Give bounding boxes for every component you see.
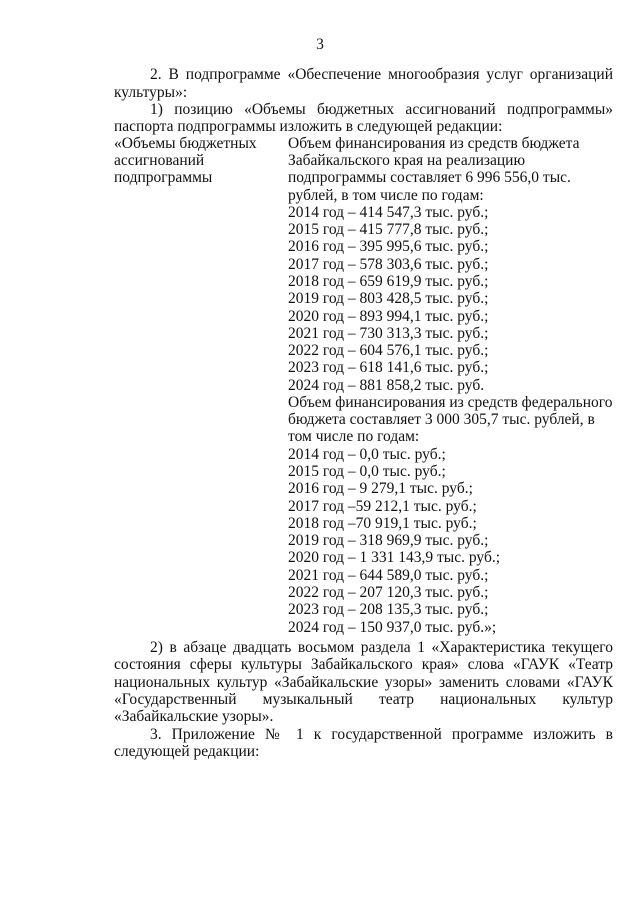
passport-value-line: 2024 год – 150 937,0 тыс. руб.»; (288, 619, 497, 636)
passport-value-line: 2017 год –59 212,1 тыс. руб.; (288, 498, 477, 515)
passport-value-line: 2019 год – 803 428,5 тыс. руб.; (288, 290, 489, 307)
section2-heading-line2: культуры»: (114, 84, 188, 101)
passport-label-line: подпрограммы (114, 169, 213, 186)
section3-line2: следующей редакции: (114, 743, 260, 760)
passport-value-line: 2018 год – 659 619,9 тыс. руб.; (288, 273, 489, 290)
section2-heading-line1: 2. В подпрограмме «Обеспечение многообразия услуг организаций (150, 66, 613, 83)
passport-value-line: 2023 год – 618 141,6 тыс. руб.; (288, 359, 489, 376)
passport-value-line: 2015 год – 0,0 тыс. руб.; (288, 463, 446, 480)
passport-value-line: 2016 год – 9 279,1 тыс. руб.; (288, 480, 473, 497)
passport-value-line: 2021 год – 644 589,0 тыс. руб.; (288, 567, 489, 584)
section3-line1: 3. Приложение № 1 к государственной программе изложить в (150, 726, 613, 743)
passport-value-line: 2016 год – 395 995,6 тыс. руб.; (288, 238, 489, 255)
item2-line1: 2) в абзаце двадцать восьмом раздела 1 «Характеристика текущего (150, 639, 613, 656)
page-number: 3 (316, 36, 324, 53)
passport-value-line: 2014 год – 414 547,3 тыс. руб.; (288, 204, 489, 221)
passport-value-line: бюджета составляет 3 000 305,7 тыс. рублей, в (288, 411, 595, 428)
passport-value-line: Забайкальского края на реализацию (288, 152, 526, 169)
item1-line1: 1) позицию «Объемы бюджетных ассигнований подпрограммы» (150, 101, 613, 118)
item2-line5: «Забайкальские узоры». (114, 708, 274, 725)
passport-value-line: подпрограммы составляет 6 996 556,0 тыс. (288, 169, 571, 186)
passport-value-line: 2022 год – 604 576,1 тыс. руб.; (288, 342, 489, 359)
passport-value-line: 2020 год – 893 994,1 тыс. руб.; (288, 308, 489, 325)
passport-value-line: Объем финансирования из средств бюджета (288, 135, 580, 152)
passport-value-line: 2022 год – 207 120,3 тыс. руб.; (288, 584, 489, 601)
item1-line2: паспорта подпрограммы изложить в следующей редакции: (114, 118, 503, 135)
passport-value-line: 2015 год – 415 777,8 тыс. руб.; (288, 221, 489, 238)
passport-value-line: 2020 год – 1 331 143,9 тыс. руб.; (288, 549, 501, 566)
passport-value-line: 2023 год – 208 135,3 тыс. руб.; (288, 601, 489, 618)
passport-value-line: 2018 год –70 919,1 тыс. руб.; (288, 515, 477, 532)
passport-value-line: 2017 год – 578 303,6 тыс. руб.; (288, 256, 489, 273)
passport-value-line: 2019 год – 318 969,9 тыс. руб.; (288, 532, 489, 549)
passport-label-line: «Объемы бюджетных (114, 135, 257, 152)
passport-value-line: том числе по годам: (288, 428, 420, 445)
passport-value-line: 2021 год – 730 313,3 тыс. руб.; (288, 325, 489, 342)
passport-value-line: рублей, в том числе по годам: (288, 187, 484, 204)
passport-value-line: 2024 год – 881 858,2 тыс. руб. (288, 377, 485, 394)
item2-line3: национальных культур «Забайкальские узоры» заменить словами «ГАУК (114, 674, 613, 691)
passport-label-line: ассигнований (114, 152, 205, 169)
item2-line4: «Государственный музыкальный театр национальных культур (114, 691, 613, 708)
passport-value-line: Объем финансирования из средств федерального (288, 394, 613, 411)
item2-line2: состояния сферы культуры Забайкальского края» слова «ГАУК «Театр (114, 656, 613, 673)
passport-value-line: 2014 год – 0,0 тыс. руб.; (288, 446, 446, 463)
